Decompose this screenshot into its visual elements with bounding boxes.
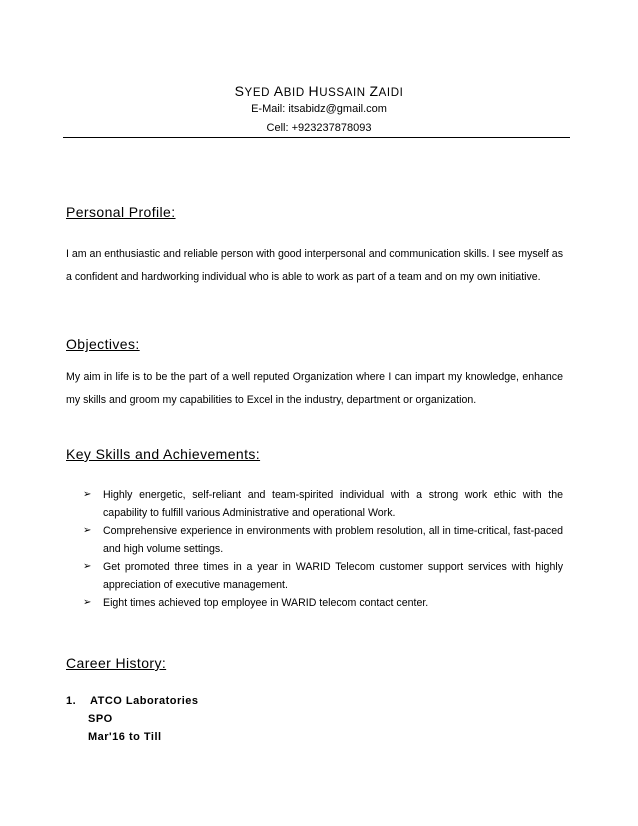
key-skills-heading: Key Skills and Achievements: [66,446,261,462]
contact-cell: Cell: +923237878093 [266,122,372,134]
skill-text: Highly energetic, self-reliant and team-spirited individual with a strong work ethic with the capability to fulfill various Administrative and operational Work. [103,489,563,519]
career-company: ATCO Laboratories [90,695,199,707]
career-history-heading: Career History: [66,655,167,671]
header-divider [63,137,570,138]
name-initial-3: H [308,83,320,99]
objectives-heading: Objectives: [66,336,140,352]
key-skills-list [66,486,563,612]
candidate-name [0,83,638,99]
objectives-text [66,366,563,412]
name-part-4: AIDI [378,87,404,99]
skill-text: Get promoted three times in a year in WARID Telecom customer support services with highly appreciation of executive management. [103,561,563,591]
personal-profile-text [66,243,563,289]
list-item [66,558,563,594]
contact-email: E-Mail: itsabidz@gmail.com [251,103,387,115]
name-part-1: YED [244,87,270,99]
list-item [66,594,563,612]
arrow-bullet-icon: ➢ [83,525,92,536]
name-part-2: BID [283,87,305,99]
arrow-bullet-icon: ➢ [83,597,92,608]
objectives-line-2: my skills and groom my capabilities to Excel in the industry, department or organization. [66,394,477,406]
name-initial-2: A [273,83,284,99]
profile-line-1: I am an enthusiastic and reliable person with good interpersonal and communication skills. I see myself as [66,248,563,260]
skill-text: Eight times achieved top employee in WARID telecom contact center. [103,597,429,609]
objectives-line-1: My aim in life is to be the part of a well reputed Organization where I can impart my knowledge, enhance [66,371,563,383]
arrow-bullet-icon: ➢ [83,489,92,500]
name-part-3: USSAIN [319,87,366,99]
profile-line-2: a confident and hardworking individual who is able to work as part of a team and on my own initiative. [66,271,541,283]
name-initial-4: Z [369,83,379,99]
personal-profile-heading: Personal Profile: [66,204,176,220]
career-period: Mar'16 to Till [88,731,162,743]
arrow-bullet-icon: ➢ [83,561,92,572]
list-item [66,522,563,558]
list-item [66,486,563,522]
name-initial-1: S [234,83,245,99]
career-entry-number: 1. [66,695,77,707]
career-entry-1 [66,695,199,707]
skill-text: Comprehensive experience in environments with problem resolution, all in time-critical, fast-paced and high volume settings. [103,525,563,555]
career-role: SPO [88,713,113,725]
